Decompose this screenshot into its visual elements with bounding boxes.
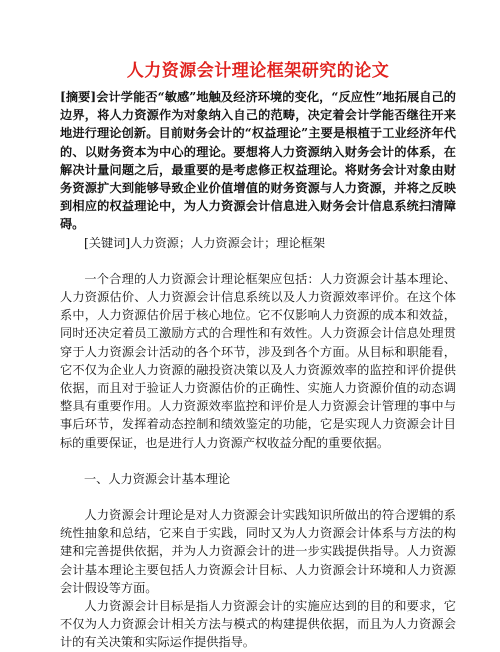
keywords-line: [关键词]人力资源；人力资源会计；理论框架 [84, 235, 326, 250]
abstract-paragraph: [摘要]会计学能否“敏感”地触及经济环境的变化，“反应性”地拓展自己的边界，将人力资源作为对象纳入自己的范畴，决定着会计学能否继往开来地进行理论创新。目前财务会计的“权益理论”主要是根植于工业经济年代的、以财务资本为中心的理论。要想将人力资源纳入财务会计的体系，在解决计量问题之后，最重要的是考虑修正权益理论。将财务会计对象由财务资源扩大到能够导致企业价值增值的财务资源与人力资源，并将之反映到相应的权益理论中，为人力资源会计信息进入财务会计信息系统扫清障碍。 [60, 90, 456, 232]
body-paragraph-3: 人力资源会计目标是指人力资源会计的实施应达到的目的和要求，它不仅为人力资源会计相关方法与模式的构建提供依据，而且为人力资源会计的有关决策和实际运作提供指导。 [60, 599, 456, 650]
section-heading-1: 一、人力资源会计基本理论 [84, 471, 231, 486]
document-title: 人力资源会计理论框架研究的论文 [126, 61, 390, 81]
body-paragraph-1: 一个合理的人力资源会计理论框架应包括：人力资源会计基本理论、人力资源估价、人力资源会计信息系统以及人力资源效率评价。在这个体系中，人力资源估价居于核心地位。它不仅影响人力资源的成本和效益，同时还决定着员工激励方式的合理性和有效性。人力资源会计信息处理贯穿于人力资源会计活动的各个环节，涉及到各个方面。从目标和职能看，它不仅为企业人力资源的融投资决策以及人力资源效率的监控和评价提供依据，而且对于验证人力资源估价的正确性、实施人力资源价值的动态调整具有重要作用。人力资源效率监控和评价是人力资源会计管理的事中与事后环节，发挥着动态控制和绩效鉴定的功能，它是实现人力资源会计目标的重要保证，也是进行人力资源产权收益分配的重要依据。 [60, 271, 456, 450]
body-paragraph-2: 人力资源会计理论是对人力资源会计实践知识所做出的符合逻辑的系统性抽象和总结，它来自于实践，同时又为人力资源会计体系与方法的构建和完善提供依据，并为人力资源会计的进一步实践提供指导。人力资源会计基本理论主要包括人力资源会计目标、人力资源会计环境和人力资源会计假设等方面。 [60, 508, 456, 595]
